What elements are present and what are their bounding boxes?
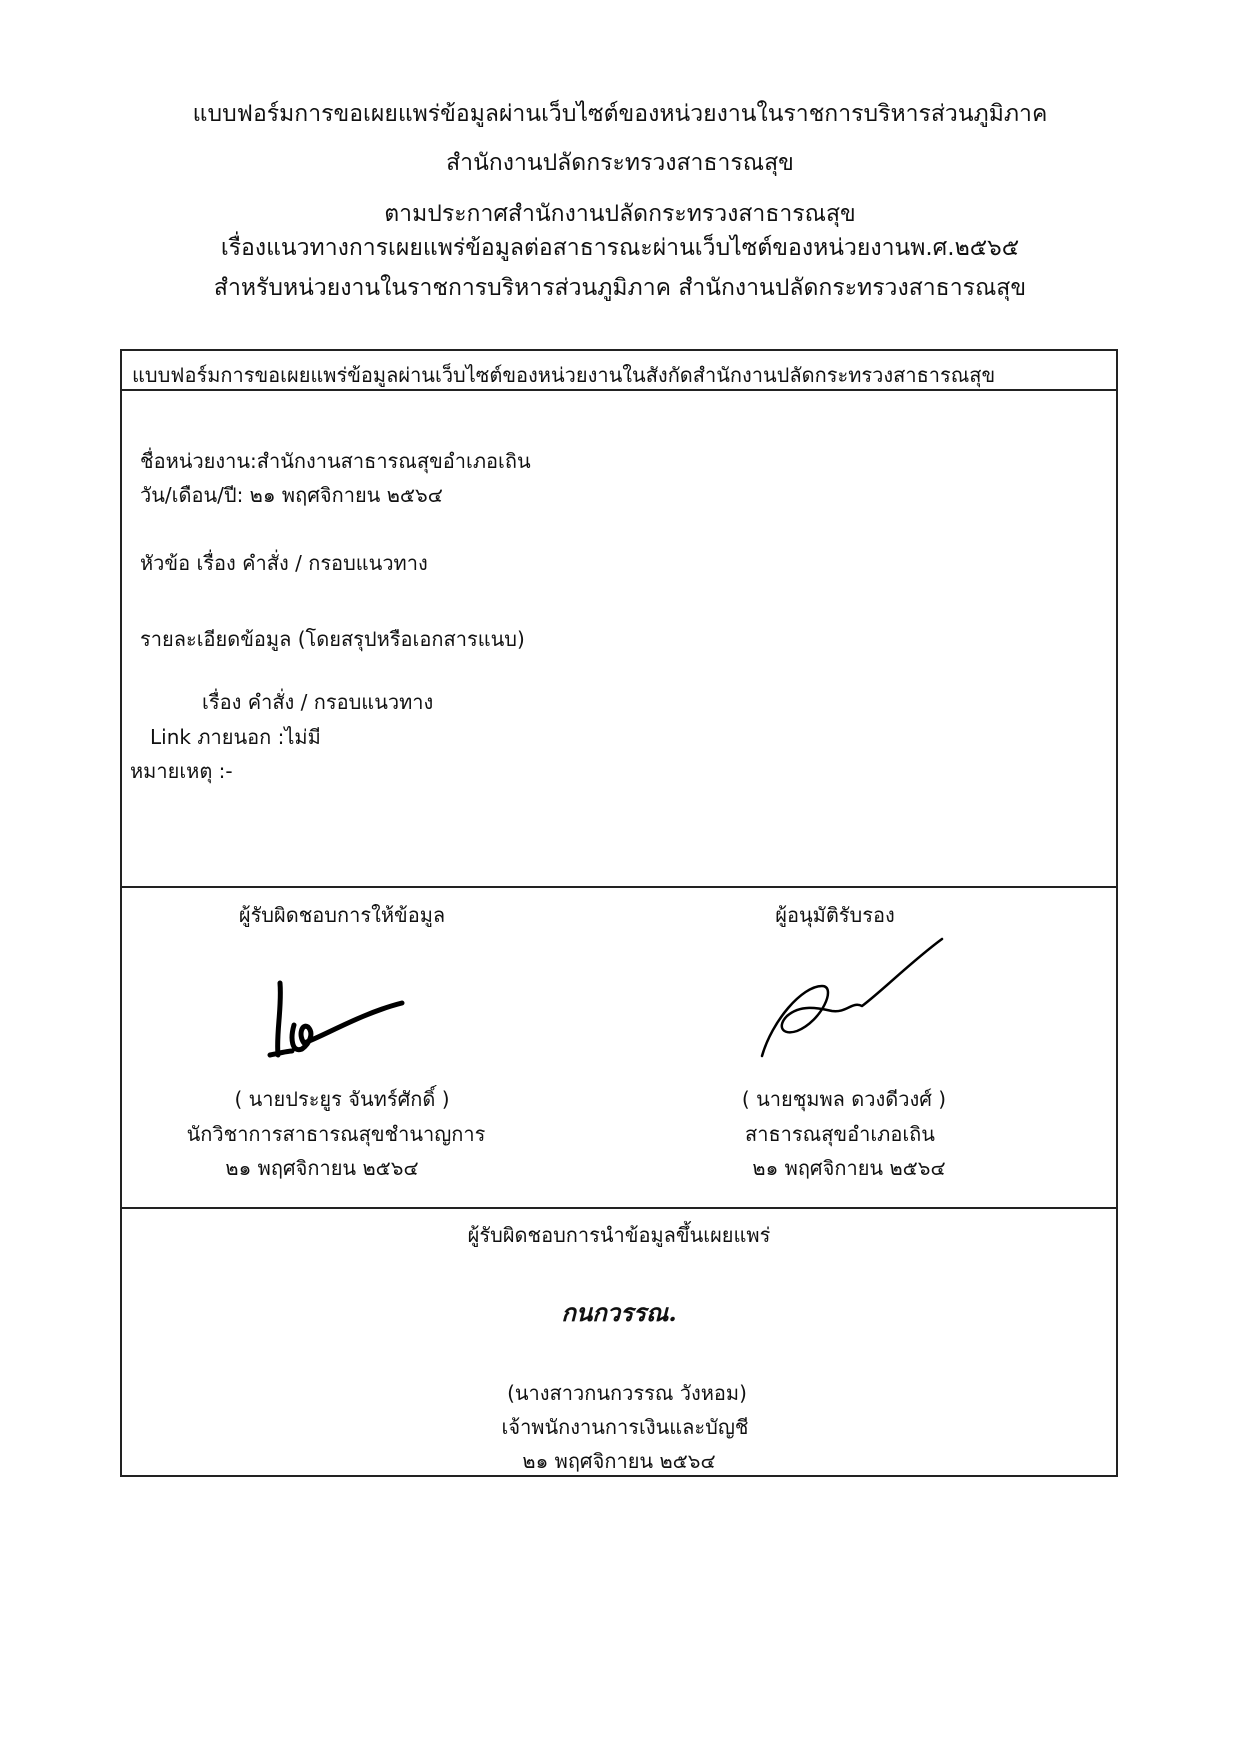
publisher-handwritten-signature: กนกวรรณ. bbox=[561, 1298, 677, 1327]
header-line-1: แบบฟอร์มการขอเผยแพร่ข้อมูลผ่านเว็บไซต์ของหน่วยงานในราชการบริหารส่วนภูมิภาค bbox=[192, 101, 1048, 127]
unit-name: ชื่อหน่วยงาน:สำนักงานสาธารณสุขอำเภอเถิน bbox=[140, 449, 531, 473]
publisher-date: ๒๑ พฤศจิกายน ๒๕๖๔ bbox=[522, 1449, 716, 1473]
signature-approver bbox=[752, 931, 952, 1061]
detail-text: เรื่อง คำสั่ง / กรอบแนวทาง bbox=[202, 690, 434, 714]
header-line-4: เรื่องแนวทางการเผยแพร่ข้อมูลต่อสาธารณะผ่านเว็บไซต์ของหน่วยงานพ.ศ.๒๕๖๕ bbox=[220, 235, 1020, 261]
publisher-heading: ผู้รับผิดชอบการนำข้อมูลขึ้นเผยแพร่ bbox=[467, 1223, 771, 1247]
publisher-position: เจ้าพนักงานการเงินและบัญชี bbox=[501, 1415, 749, 1439]
remark: หมายเหตุ :- bbox=[130, 759, 233, 783]
external-link: Link ภายนอก :ไม่มี bbox=[150, 725, 321, 749]
detail-label: รายละเอียดข้อมูล (โดยสรุปหรือเอกสารแนบ) bbox=[140, 627, 525, 651]
form-box bbox=[120, 349, 1118, 1477]
divider-title bbox=[122, 389, 1116, 391]
header-line-3: ตามประกาศสำนักงานปลัดกระทรวงสาธารณสุข bbox=[384, 201, 856, 227]
form-title: แบบฟอร์มการขอเผยแพร่ข้อมูลผ่านเว็บไซต์ของหน่วยงานในสังกัดสำนักงานปลัดกระทรวงสาธารณสุข bbox=[132, 363, 996, 387]
approver-name: ( นายชุมพล ดวงดีวงศ์ ) bbox=[741, 1087, 947, 1111]
responsible-date: ๒๑ พฤศจิกายน ๒๕๖๔ bbox=[225, 1156, 419, 1180]
responsible-name: ( นายประยูร จันทร์ศักดิ์ ) bbox=[234, 1087, 450, 1111]
divider-publisher bbox=[122, 1207, 1116, 1209]
signature-responsible bbox=[262, 963, 412, 1073]
topic: หัวข้อ เรื่อง คำสั่ง / กรอบแนวทาง bbox=[140, 551, 428, 575]
publisher-name: (นางสาวกนกวรรณ วังหอม) bbox=[507, 1381, 747, 1405]
divider-signatures bbox=[122, 886, 1116, 888]
responsible-heading: ผู้รับผิดชอบการให้ข้อมูล bbox=[238, 903, 446, 927]
responsible-position: นักวิชาการสาธารณสุขชำนาญการ bbox=[186, 1122, 486, 1146]
approver-date: ๒๑ พฤศจิกายน ๒๕๖๔ bbox=[752, 1156, 946, 1180]
header-line-5: สำหรับหน่วยงานในราชการบริหารส่วนภูมิภาค สำนักงานปลัดกระทรวงสาธารณสุข bbox=[213, 275, 1027, 301]
form-date: วัน/เดือน/ปี: ๒๑ พฤศจิกายน ๒๕๖๔ bbox=[140, 483, 443, 507]
approver-heading: ผู้อนุมัติรับรอง bbox=[775, 903, 895, 927]
header-line-2: สำนักงานปลัดกระทรวงสาธารณสุข bbox=[446, 150, 794, 176]
approver-position: สาธารณสุขอำเภอเถิน bbox=[745, 1122, 935, 1146]
